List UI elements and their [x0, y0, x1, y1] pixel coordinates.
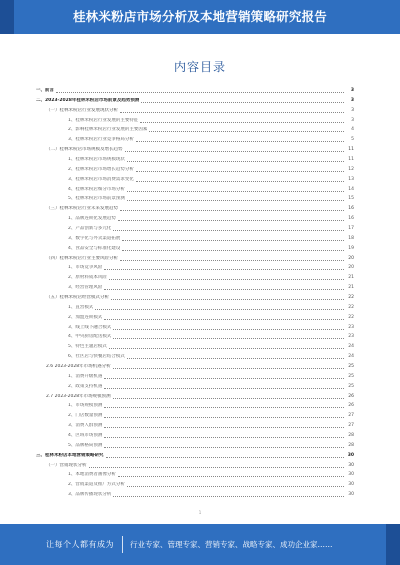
toc-leader-dots: [89, 467, 345, 468]
toc-entry-page: 27: [348, 423, 354, 429]
toc-leader-dots: [120, 112, 344, 113]
toc-entry-label: （二）桂林米粉店市场规模及增长趋势: [46, 147, 123, 153]
toc-entry[interactable]: [36, 441, 354, 449]
toc-entry[interactable]: [36, 323, 354, 331]
toc-entry-label: 2、加盟连锁模式: [68, 314, 103, 320]
toc-entry-page: 24: [348, 344, 354, 350]
toc-entry[interactable]: [36, 125, 354, 133]
toc-entry[interactable]: [36, 86, 354, 94]
toc-entry-label: （五）桂林米粉店经营模式分析: [46, 295, 109, 300]
toc-leader-dots: [136, 181, 344, 182]
toc-leader-dots: [104, 319, 344, 320]
toc-entry-label: 4、食品安全与标准化建设: [68, 245, 121, 251]
toc-entry-label: 1、市场规模预测: [68, 403, 103, 409]
toc-leader-dots: [125, 151, 345, 152]
toc-entry-label: 1、消费升级机遇: [68, 373, 103, 379]
toc-entry-page: 12: [348, 166, 354, 172]
toc-leader-dots: [113, 398, 344, 399]
header-bar: [0, 0, 400, 34]
table-of-contents: [36, 86, 354, 500]
toc-entry-page: 26: [348, 393, 354, 399]
toc-leader-dots: [140, 122, 344, 123]
toc-leader-dots: [104, 437, 344, 438]
toc-entry-page: 26: [348, 403, 354, 409]
toc-entry-label: 3、桂林米粉店行业竞争格局分析: [68, 137, 134, 143]
toc-leader-dots: [56, 92, 344, 93]
toc-entry[interactable]: [36, 313, 354, 321]
toc-leader-dots: [122, 240, 344, 241]
toc-entry-page: 22: [348, 295, 354, 300]
toc-entry[interactable]: [36, 372, 354, 380]
toc-entry-page: 14: [348, 186, 354, 192]
toc-entry-label: 2、营销渠道及推广方式分析: [68, 482, 125, 488]
toc-entry-label: 6、社区店与快餐店结合模式: [68, 354, 125, 360]
toc-entry-page: 22: [348, 314, 354, 320]
toc-entry-label: 2.6 2023-2028年市场机遇分析: [46, 364, 111, 369]
toc-leader-dots: [113, 230, 344, 231]
toc-entry-page: 28: [348, 433, 354, 438]
toc-entry[interactable]: [36, 234, 354, 242]
toc-entry-label: 三、桂林米粉店本地营销策略研究: [36, 452, 104, 458]
toc-entry-page: 11: [348, 157, 354, 162]
toc-entry-page: 24: [348, 354, 354, 360]
toc-entry[interactable]: [36, 352, 354, 360]
toc-entry-page: 28: [348, 442, 354, 448]
toc-entry[interactable]: [36, 401, 354, 409]
toc-entry[interactable]: [36, 165, 354, 173]
toc-entry[interactable]: [36, 342, 354, 350]
toc-entry-page: 15: [348, 196, 354, 202]
toc-entry-page: 23: [348, 334, 354, 340]
toc-entry-page: 3: [351, 107, 354, 113]
toc-leader-dots: [118, 476, 344, 477]
toc-leader-dots: [109, 279, 344, 280]
toc-leader-dots: [127, 358, 344, 359]
toc-leader-dots: [127, 191, 344, 192]
toc-entry-page: 30: [348, 482, 354, 488]
toc-leader-dots: [95, 309, 344, 310]
toc-entry-page: 21: [348, 285, 354, 291]
toc-leader-dots: [127, 161, 344, 162]
toc-leader-dots: [120, 260, 344, 261]
toc-entry[interactable]: [36, 431, 354, 439]
toc-entry-page: 23: [348, 324, 354, 330]
toc-entry-label: 2、政策支持机遇: [68, 383, 103, 389]
toc-entry[interactable]: [36, 244, 354, 252]
toc-entry-label: 2、产品创新与多元化: [68, 226, 112, 231]
toc-leader-dots: [136, 171, 344, 172]
toc-entry[interactable]: [36, 194, 354, 202]
toc-entry-page: 30: [348, 462, 354, 468]
toc-entry-page: 13: [348, 176, 354, 182]
toc-entry-page: 30: [347, 452, 354, 458]
toc-entry-page: 30: [348, 472, 354, 478]
toc-entry[interactable]: [36, 490, 354, 498]
toc-entry[interactable]: [36, 185, 354, 193]
toc-entry-label: 1、品牌连锁化发展趋势: [68, 216, 116, 222]
toc-entry-page: 16: [348, 206, 354, 212]
toc-entry[interactable]: [36, 214, 354, 222]
document-title: 桂林米粉店市场分析及本地营销策略研究报告: [72, 9, 327, 24]
toc-leader-dots: [109, 348, 344, 349]
toc-entry-label: 3、经营管理风险: [68, 285, 103, 291]
toc-entry-label: 3、消费人群预测: [68, 423, 103, 429]
toc-heading: 内容目录: [173, 60, 226, 74]
toc-entry-page: 16: [348, 216, 354, 222]
toc-leader-dots: [104, 407, 344, 408]
toc-entry[interactable]: [36, 480, 354, 488]
toc-entry-page: 11: [348, 147, 354, 153]
toc-entry-label: 5、桂林米粉店市场前景预测: [68, 196, 125, 202]
toc-entry-label: 二、2023-2028年桂林米粉店市场前景及趋势预测: [36, 97, 140, 103]
toc-leader-dots: [149, 131, 344, 132]
footer-accent-stripe: [386, 524, 400, 565]
toc-entry-page: 4: [351, 127, 354, 133]
toc-entry-page: 20: [348, 255, 354, 261]
toc-entry[interactable]: [36, 411, 354, 419]
toc-entry-page: 3: [350, 97, 354, 103]
toc-entry[interactable]: [36, 332, 354, 340]
toc-entry[interactable]: [36, 254, 354, 262]
toc-entry-label: （一）营销现状分析: [46, 462, 87, 468]
toc-entry-label: （三）桂林米粉店行业未来发展趋势: [46, 206, 118, 212]
toc-leader-dots: [104, 417, 344, 418]
footer-tagline: 行业专家、管理专家、营销专家、战略专家、成功企业家……: [130, 540, 333, 549]
toc-entry-label: 2、影响桂林米粉店行业发展的主要因素: [68, 127, 148, 133]
toc-entry-label: 3、品牌传播现状分析: [68, 492, 112, 498]
toc-entry-label: 2.7 2023-2028年市场规模预测: [46, 393, 111, 399]
toc-entry-label: 1、市场竞争风险: [68, 265, 103, 271]
toc-entry-label: （四）桂林米粉店行业主要风险分析: [46, 255, 118, 261]
toc-entry-page: 5: [351, 137, 354, 143]
toc-entry[interactable]: [36, 116, 354, 124]
toc-entry[interactable]: [36, 175, 354, 183]
toc-entry-page: 30: [348, 492, 354, 498]
toc-entry[interactable]: [36, 96, 354, 104]
toc-leader-dots: [113, 368, 344, 369]
toc-entry-label: 一、前言: [36, 88, 54, 93]
toc-entry[interactable]: [36, 273, 354, 281]
toc-entry[interactable]: [36, 263, 354, 271]
toc-leader-dots: [113, 496, 344, 497]
toc-entry-label: 4、中央厨房配送模式: [68, 334, 112, 340]
toc-leader-dots: [141, 102, 344, 103]
toc-entry[interactable]: [36, 293, 354, 301]
toc-entry-label: 5、特色主题店模式: [68, 344, 107, 350]
toc-entry-label: （一）桂林米粉店行业发展现状分析: [46, 107, 118, 113]
toc-leader-dots: [113, 329, 344, 330]
toc-entry-label: 1、桂林米粉店行业发展的主要特征: [68, 117, 139, 123]
toc-entry[interactable]: [36, 461, 354, 469]
toc-entry[interactable]: [36, 155, 354, 163]
toc-leader-dots: [127, 486, 344, 487]
toc-entry-label: 1、直营模式: [68, 304, 94, 310]
toc-entry[interactable]: [36, 421, 354, 429]
toc-entry[interactable]: [36, 451, 354, 459]
toc-entry[interactable]: [36, 224, 354, 232]
page-number: 1: [198, 510, 202, 515]
toc-entry-label: 3、线上线下融合模式: [68, 324, 112, 330]
toc-entry-page: 17: [348, 226, 354, 231]
toc-leader-dots: [136, 141, 344, 142]
toc-entry[interactable]: [36, 392, 354, 400]
toc-leader-dots: [120, 210, 344, 211]
toc-entry-label: 4、桂林米粉店细分市场分析: [68, 186, 125, 192]
toc-entry-label: 5、品牌格局预测: [68, 442, 103, 448]
toc-entry-label: 1、本地消费者画像分析: [68, 472, 116, 478]
toc-entry-page: 21: [348, 275, 354, 281]
toc-leader-dots: [113, 338, 344, 339]
toc-entry[interactable]: [36, 382, 354, 390]
toc-entry[interactable]: [36, 135, 354, 143]
toc-entry[interactable]: [36, 145, 354, 153]
footer-slogan: 让每个人都有成为: [46, 540, 114, 549]
toc-entry-page: 19: [348, 245, 354, 251]
toc-entry-page: 25: [348, 364, 354, 369]
footer-divider: [122, 536, 123, 553]
toc-leader-dots: [104, 289, 344, 290]
toc-entry[interactable]: [36, 362, 354, 370]
toc-entry-page: 27: [348, 413, 354, 419]
toc-entry-page: 20: [348, 265, 354, 271]
toc-entry-page: 25: [348, 383, 354, 389]
toc-entry-page: 3: [351, 117, 354, 123]
toc-entry-label: 2、原材料成本风险: [68, 275, 107, 281]
toc-entry[interactable]: [36, 470, 354, 478]
toc-leader-dots: [127, 200, 344, 201]
toc-leader-dots: [104, 427, 344, 428]
toc-entry-label: 2、门店数量预测: [68, 413, 103, 419]
toc-leader-dots: [106, 457, 345, 458]
footer-bar: [0, 524, 400, 565]
toc-entry[interactable]: [36, 204, 354, 212]
toc-leader-dots: [104, 378, 344, 379]
toc-leader-dots: [122, 250, 344, 251]
toc-leader-dots: [118, 220, 344, 221]
toc-entry-label: 3、桂林米粉店市场消费需求变化: [68, 176, 134, 182]
toc-entry-label: 1、桂林米粉店市场规模现状: [68, 157, 125, 162]
toc-entry-page: 22: [348, 304, 354, 310]
toc-entry[interactable]: [36, 283, 354, 291]
toc-entry-page: 3: [350, 88, 354, 93]
toc-entry[interactable]: [36, 303, 354, 311]
toc-entry-label: 4、区域市场预测: [68, 433, 103, 438]
toc-entry-label: 3、数字化与外卖渠道拓展: [68, 235, 121, 241]
toc-entry-label: 2、桂林米粉店市场增长趋势分析: [68, 166, 134, 172]
toc-leader-dots: [111, 299, 344, 300]
toc-entry[interactable]: [36, 106, 354, 114]
toc-leader-dots: [104, 447, 344, 448]
toc-entry-page: 25: [348, 373, 354, 379]
toc-entry-page: 18: [348, 235, 354, 241]
toc-leader-dots: [104, 269, 344, 270]
toc-leader-dots: [104, 388, 344, 389]
